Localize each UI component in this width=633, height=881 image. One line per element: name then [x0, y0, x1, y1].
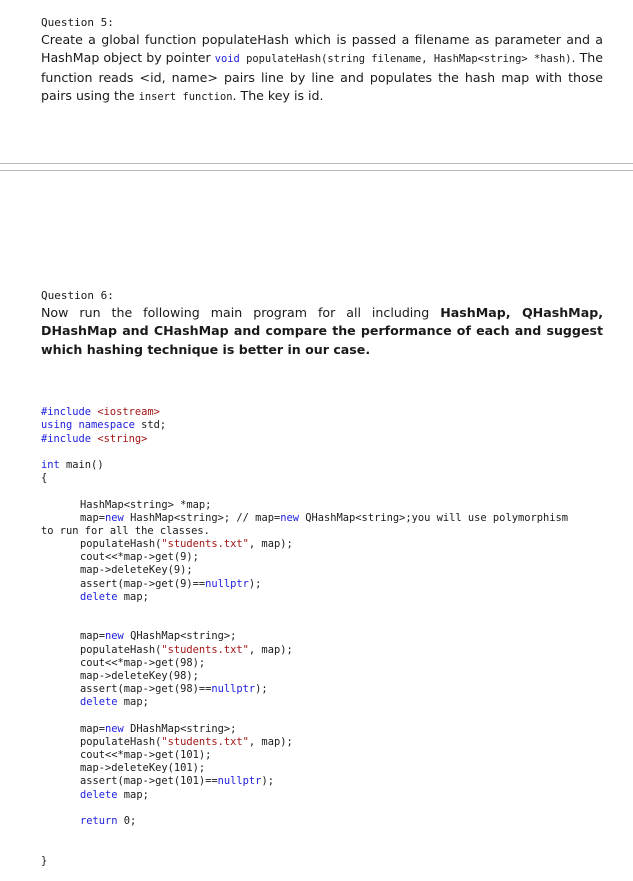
page-break-rule-top: [0, 163, 633, 164]
code-line: using namespace std;: [41, 419, 167, 432]
code-line: map->deleteKey(98);: [80, 669, 199, 682]
code-line: #include <string>: [41, 432, 148, 445]
question-5-heading: Question 5:: [41, 16, 114, 29]
q5-text-3: . The key is id.: [232, 88, 324, 104]
code-block: [41, 393, 568, 881]
q5-code-insert: insert function: [138, 91, 233, 104]
code-line: assert(map->get(101)==nullptr);: [80, 775, 274, 788]
code-line: return 0;: [80, 815, 137, 828]
code-blank: [41, 604, 568, 617]
question-5-text: [41, 31, 603, 107]
q5-text-2: . The function reads <id, name> pairs line by line and populates the hash map with those pairs using the: [41, 50, 603, 104]
code-line: map->deleteKey(9);: [80, 564, 193, 577]
code-blank: [41, 802, 568, 815]
code-blank: [41, 446, 568, 459]
code-line: delete map;: [80, 788, 149, 801]
code-blank: [41, 841, 568, 854]
code-line: to run for all the classes.: [41, 524, 210, 537]
q5-text-1: Create a global function populateHash which is passed a filename as parameter and a HashMap object by pointer: [41, 32, 603, 66]
code-blank: [41, 617, 568, 630]
code-line: {: [41, 472, 48, 485]
question-6-text: [41, 304, 603, 359]
code-line: int main(): [41, 458, 104, 471]
code-blank: [41, 710, 568, 723]
q6-text-1: Now run the following main program for all including: [41, 305, 441, 320]
code-line: map->deleteKey(101);: [80, 762, 206, 775]
code-line: populateHash("students.txt", map);: [80, 735, 293, 748]
code-line: populateHash("students.txt", map);: [80, 643, 293, 656]
code-blank: [41, 828, 568, 841]
code-line: cout<<*map->get(98);: [80, 656, 206, 669]
code-line: cout<<*map->get(9);: [80, 551, 199, 564]
q6-text-bold: HashMap, QHashMap, DHashMap and CHashMap and compare the performance of each and suggest which hashing technique is better in our case.: [41, 305, 603, 357]
code-blank: [41, 485, 568, 498]
code-line: assert(map->get(9)==nullptr);: [80, 577, 262, 590]
code-line: map=new HashMap<string>; // map=new QHashMap<string>;you will use polymorphism: [80, 511, 568, 524]
code-line: delete map;: [80, 696, 149, 709]
code-line: #include <iostream>: [41, 406, 160, 419]
code-line: assert(map->get(98)==nullptr);: [80, 683, 268, 696]
q5-code-signature: populateHash(string filename, HashMap<string> *hash): [239, 53, 572, 66]
code-line: map=new QHashMap<string>;: [80, 630, 237, 643]
code-line: HashMap<string> *map;: [80, 498, 212, 511]
code-line: populateHash("students.txt", map);: [80, 538, 293, 551]
code-line: delete map;: [80, 590, 149, 603]
q5-code-keyword: void: [214, 53, 240, 66]
code-line: cout<<*map->get(101);: [80, 749, 212, 762]
question-6-heading: Question 6:: [41, 289, 114, 302]
code-line: map=new DHashMap<string>;: [80, 722, 237, 735]
code-line: }: [41, 854, 48, 867]
page-break-rule-bottom: [0, 170, 633, 171]
